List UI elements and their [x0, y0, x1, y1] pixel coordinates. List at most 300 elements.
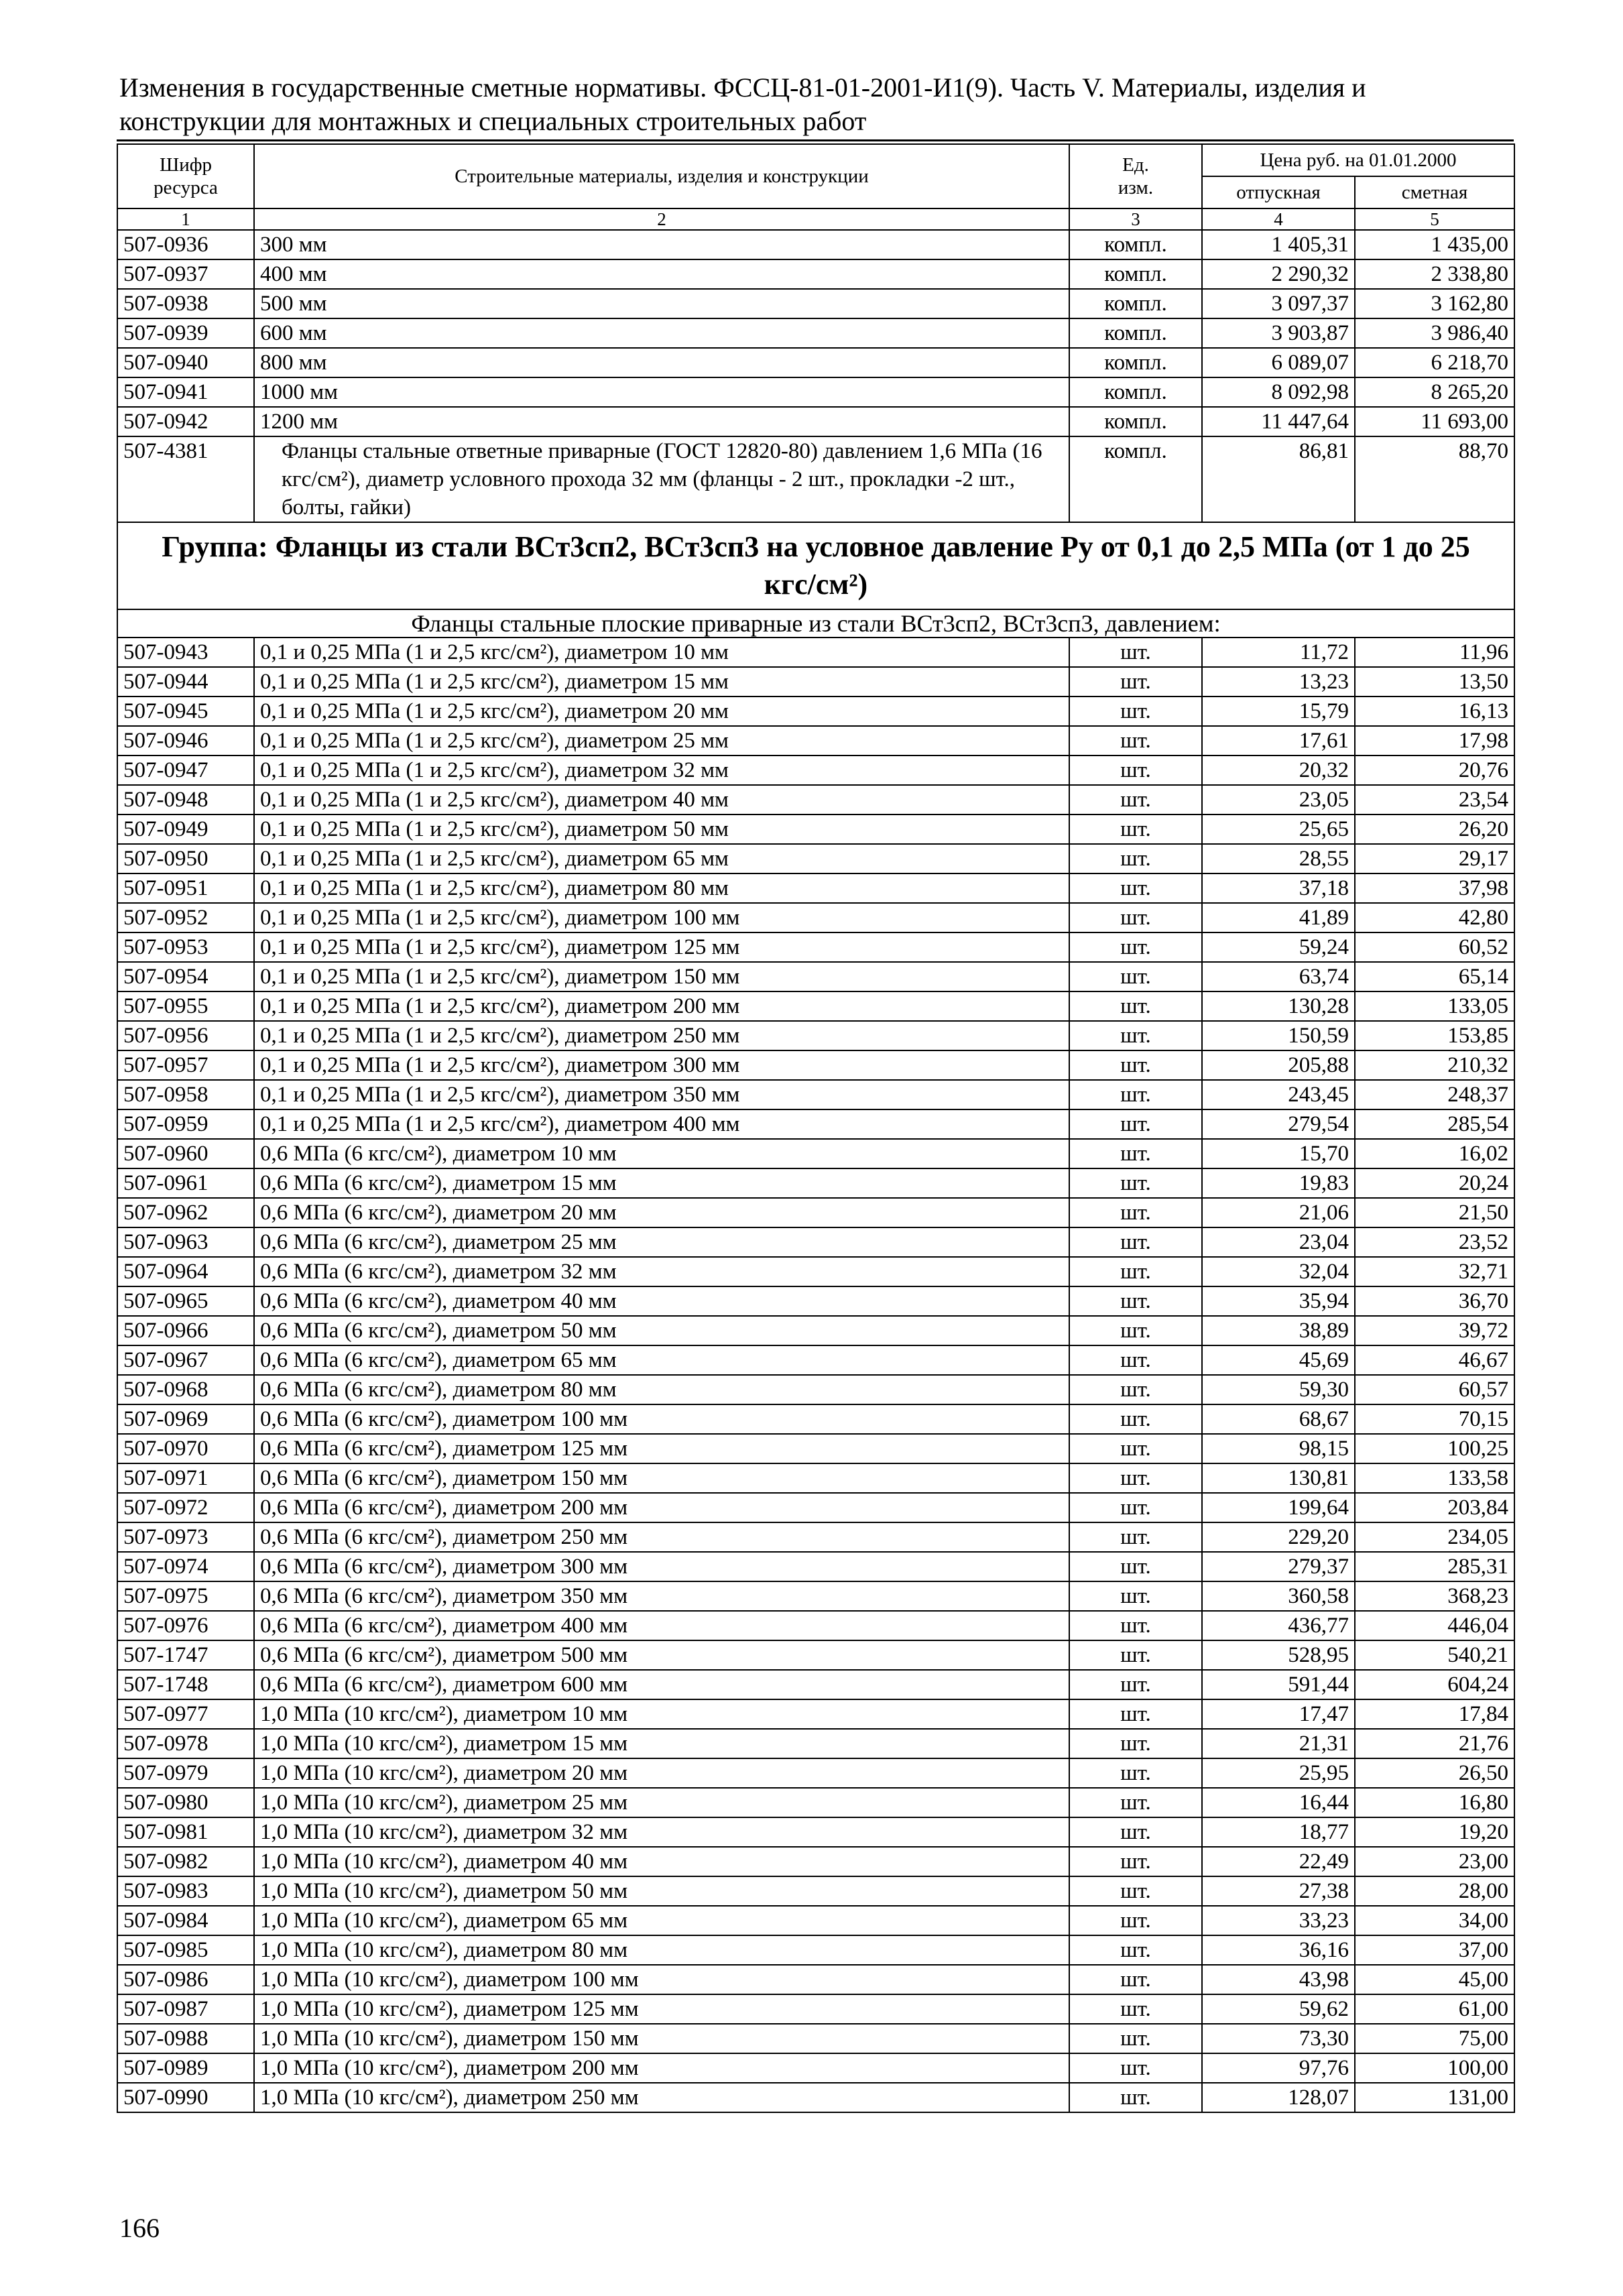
unit-of-measure: компл. [1069, 259, 1202, 289]
estimate-price: 21,76 [1355, 1729, 1514, 1758]
resource-code: 507-0975 [117, 1581, 254, 1611]
unit-of-measure: шт. [1069, 1404, 1202, 1434]
release-price: 205,88 [1202, 1050, 1355, 1080]
resource-code: 507-0974 [117, 1552, 254, 1581]
unit-of-measure: шт. [1069, 1847, 1202, 1876]
resource-code: 507-0957 [117, 1050, 254, 1080]
header-line-1: Изменения в государственные сметные нормативы. ФССЦ-81-01-2001-И1(9). Часть V. Материалы, изделия и [119, 72, 1366, 103]
material-name: 1,0 МПа (10 кгс/см²), диаметром 65 мм [254, 1906, 1069, 1935]
resource-code: 507-0945 [117, 697, 254, 726]
unit-of-measure: компл. [1069, 407, 1202, 436]
release-price: 130,28 [1202, 991, 1355, 1021]
material-name: 1,0 МПа (10 кгс/см²), диаметром 80 мм [254, 1935, 1069, 1965]
unit-of-measure: шт. [1069, 1876, 1202, 1906]
unit-of-measure: шт. [1069, 1493, 1202, 1522]
material-name: 0,1 и 0,25 МПа (1 и 2,5 кгс/см²), диаметром 125 мм [254, 932, 1069, 962]
table-row [117, 2053, 1514, 2083]
table-row [117, 1847, 1514, 1876]
unit-of-measure: шт. [1069, 1434, 1202, 1463]
resource-code: 507-0950 [117, 844, 254, 873]
estimate-price: 604,24 [1355, 1670, 1514, 1699]
material-name: 0,6 МПа (6 кгс/см²), диаметром 80 мм [254, 1375, 1069, 1404]
resource-code: 507-0942 [117, 407, 254, 436]
release-price: 528,95 [1202, 1640, 1355, 1670]
unit-of-measure: шт. [1069, 1316, 1202, 1345]
resource-code: 507-0981 [117, 1817, 254, 1847]
column-number: 3 [1069, 208, 1202, 230]
table-row [117, 1434, 1514, 1463]
material-name: 0,6 МПа (6 кгс/см²), диаметром 150 мм [254, 1463, 1069, 1493]
unit-of-measure: шт. [1069, 1021, 1202, 1050]
material-name: 1000 мм [254, 377, 1069, 407]
resource-code: 507-0972 [117, 1493, 254, 1522]
unit-of-measure: шт. [1069, 1670, 1202, 1699]
material-name: 0,1 и 0,25 МПа (1 и 2,5 кгс/см²), диаметром 250 мм [254, 1021, 1069, 1050]
material-name: 1,0 МПа (10 кгс/см²), диаметром 20 мм [254, 1758, 1069, 1788]
header-code-line1: Шифр [159, 154, 213, 176]
unit-of-measure: шт. [1069, 1906, 1202, 1935]
table-row [117, 638, 1514, 667]
table-row [117, 1640, 1514, 1670]
release-price: 279,54 [1202, 1109, 1355, 1139]
estimate-price: 210,32 [1355, 1050, 1514, 1080]
release-price: 25,65 [1202, 814, 1355, 844]
table-row [117, 377, 1514, 407]
release-price: 436,77 [1202, 1611, 1355, 1640]
release-price: 59,24 [1202, 932, 1355, 962]
release-price: 27,38 [1202, 1876, 1355, 1906]
unit-of-measure: шт. [1069, 1994, 1202, 2024]
release-price: 3 903,87 [1202, 318, 1355, 348]
release-price: 35,94 [1202, 1286, 1355, 1316]
release-price: 21,06 [1202, 1198, 1355, 1227]
unit-of-measure: шт. [1069, 638, 1202, 667]
release-price: 279,37 [1202, 1552, 1355, 1581]
material-name: 0,6 МПа (6 кгс/см²), диаметром 300 мм [254, 1552, 1069, 1581]
table-row [117, 1345, 1514, 1375]
estimate-price: 6 218,70 [1355, 348, 1514, 377]
unit-of-measure: шт. [1069, 1758, 1202, 1788]
resource-code: 507-0976 [117, 1611, 254, 1640]
resource-code: 507-0962 [117, 1198, 254, 1227]
resource-code: 507-0968 [117, 1375, 254, 1404]
resource-code: 507-0938 [117, 289, 254, 318]
estimate-price: 34,00 [1355, 1906, 1514, 1935]
header-price: Цена руб. на 01.01.2000 [1202, 144, 1514, 176]
table-row [117, 348, 1514, 377]
estimate-price: 3 162,80 [1355, 289, 1514, 318]
material-name: 0,1 и 0,25 МПа (1 и 2,5 кгс/см²), диаметром 50 мм [254, 814, 1069, 844]
resource-code: 507-0966 [117, 1316, 254, 1345]
header-name: Строительные материалы, изделия и конструкции [254, 144, 1069, 208]
table-row [117, 1758, 1514, 1788]
unit-of-measure: шт. [1069, 1729, 1202, 1758]
release-price: 15,79 [1202, 697, 1355, 726]
unit-of-measure: шт. [1069, 1965, 1202, 1994]
release-price: 22,49 [1202, 1847, 1355, 1876]
table-row [117, 1876, 1514, 1906]
material-name: 0,1 и 0,25 МПа (1 и 2,5 кгс/см²), диаметром 25 мм [254, 726, 1069, 756]
estimate-price: 203,84 [1355, 1493, 1514, 1522]
resource-code: 507-0959 [117, 1109, 254, 1139]
estimate-price: 100,00 [1355, 2053, 1514, 2083]
material-name: 400 мм [254, 259, 1069, 289]
release-price: 18,77 [1202, 1817, 1355, 1847]
table-row [117, 230, 1514, 259]
unit-of-measure: шт. [1069, 1935, 1202, 1965]
unit-of-measure: шт. [1069, 2024, 1202, 2053]
unit-of-measure: шт. [1069, 1080, 1202, 1109]
estimate-price: 32,71 [1355, 1257, 1514, 1286]
material-name: 0,6 МПа (6 кгс/см²), диаметром 100 мм [254, 1404, 1069, 1434]
estimate-price: 65,14 [1355, 962, 1514, 991]
unit-of-measure: шт. [1069, 1050, 1202, 1080]
resource-code: 507-0956 [117, 1021, 254, 1050]
unit-of-measure: шт. [1069, 1788, 1202, 1817]
estimate-price: 131,00 [1355, 2083, 1514, 2112]
unit-of-measure: компл. [1069, 230, 1202, 259]
resource-code: 507-0937 [117, 259, 254, 289]
release-price: 86,81 [1202, 436, 1355, 522]
estimate-price: 17,98 [1355, 726, 1514, 756]
group-row [117, 522, 1514, 609]
estimate-price: 23,52 [1355, 1227, 1514, 1257]
estimate-price: 8 265,20 [1355, 377, 1514, 407]
release-price: 63,74 [1202, 962, 1355, 991]
resource-code: 507-0952 [117, 903, 254, 932]
release-price: 2 290,32 [1202, 259, 1355, 289]
unit-of-measure: шт. [1069, 1198, 1202, 1227]
resource-code: 507-0987 [117, 1994, 254, 2024]
material-name: 0,1 и 0,25 МПа (1 и 2,5 кгс/см²), диаметром 20 мм [254, 697, 1069, 726]
estimate-price: 133,05 [1355, 991, 1514, 1021]
estimate-price: 16,80 [1355, 1788, 1514, 1817]
table-row [117, 289, 1514, 318]
estimate-price: 23,00 [1355, 1847, 1514, 1876]
table-row [117, 2083, 1514, 2112]
release-price: 11,72 [1202, 638, 1355, 667]
unit-of-measure: шт. [1069, 1611, 1202, 1640]
release-price: 98,15 [1202, 1434, 1355, 1463]
estimate-price: 75,00 [1355, 2024, 1514, 2053]
header-code [117, 144, 254, 208]
material-name: 0,1 и 0,25 МПа (1 и 2,5 кгс/см²), диаметром 15 мм [254, 667, 1069, 697]
header-divider [117, 139, 1514, 141]
material-name: 0,6 МПа (6 кгс/см²), диаметром 125 мм [254, 1434, 1069, 1463]
estimate-price: 88,70 [1355, 436, 1514, 522]
header-estimate-price: сметная [1355, 176, 1514, 208]
material-name: 0,6 МПа (6 кгс/см²), диаметром 350 мм [254, 1581, 1069, 1611]
release-price: 17,47 [1202, 1699, 1355, 1729]
material-name: 1,0 МПа (10 кгс/см²), диаметром 15 мм [254, 1729, 1069, 1758]
resource-code: 507-0982 [117, 1847, 254, 1876]
unit-of-measure: шт. [1069, 1139, 1202, 1168]
table-row [117, 1906, 1514, 1935]
material-name: 0,6 МПа (6 кгс/см²), диаметром 200 мм [254, 1493, 1069, 1522]
material-name: 0,6 МПа (6 кгс/см²), диаметром 20 мм [254, 1198, 1069, 1227]
material-name: 800 мм [254, 348, 1069, 377]
table-row [117, 844, 1514, 873]
estimate-price: 36,70 [1355, 1286, 1514, 1316]
material-name: 1,0 МПа (10 кгс/см²), диаметром 150 мм [254, 2024, 1069, 2053]
unit-of-measure: шт. [1069, 1345, 1202, 1375]
unit-of-measure: шт. [1069, 1109, 1202, 1139]
estimate-price: 37,98 [1355, 873, 1514, 903]
material-name: 0,1 и 0,25 МПа (1 и 2,5 кгс/см²), диаметром 300 мм [254, 1050, 1069, 1080]
page-number: 166 [119, 2213, 160, 2243]
estimate-price: 39,72 [1355, 1316, 1514, 1345]
estimate-price: 1 435,00 [1355, 230, 1514, 259]
column-number-row [117, 208, 1514, 230]
table-row [117, 756, 1514, 785]
table-row [117, 1316, 1514, 1345]
release-price: 150,59 [1202, 1021, 1355, 1050]
release-price: 360,58 [1202, 1581, 1355, 1611]
table-row [117, 1257, 1514, 1286]
table-row [117, 1404, 1514, 1434]
unit-of-measure: компл. [1069, 348, 1202, 377]
resource-code: 507-0955 [117, 991, 254, 1021]
material-name: 1,0 МПа (10 кгс/см²), диаметром 32 мм [254, 1817, 1069, 1847]
estimate-price: 70,15 [1355, 1404, 1514, 1434]
release-price: 45,69 [1202, 1345, 1355, 1375]
table-row [117, 697, 1514, 726]
release-price: 19,83 [1202, 1168, 1355, 1198]
material-name: 500 мм [254, 289, 1069, 318]
table-row [117, 407, 1514, 436]
table-row [117, 903, 1514, 932]
subgroup-title: Фланцы стальные плоские приварные из стали ВСт3сп2, ВСт3сп3, давлением: [117, 609, 1514, 638]
estimate-price: 3 986,40 [1355, 318, 1514, 348]
estimate-price: 61,00 [1355, 1994, 1514, 2024]
estimate-price: 234,05 [1355, 1522, 1514, 1552]
estimate-price: 26,50 [1355, 1758, 1514, 1788]
unit-of-measure: шт. [1069, 726, 1202, 756]
table-row [117, 1080, 1514, 1109]
unit-of-measure: шт. [1069, 1699, 1202, 1729]
page-header [119, 71, 1514, 138]
unit-of-measure: компл. [1069, 436, 1202, 522]
release-price: 591,44 [1202, 1670, 1355, 1699]
table-row [117, 436, 1514, 522]
estimate-price: 28,00 [1355, 1876, 1514, 1906]
table-row [117, 1611, 1514, 1640]
material-name: 1,0 МПа (10 кгс/см²), диаметром 100 мм [254, 1965, 1069, 1994]
estimate-price: 60,57 [1355, 1375, 1514, 1404]
table-row [117, 1168, 1514, 1198]
unit-of-measure: шт. [1069, 1227, 1202, 1257]
table-row [117, 1021, 1514, 1050]
column-number: 4 [1202, 208, 1355, 230]
unit-of-measure: шт. [1069, 1552, 1202, 1581]
estimate-price: 368,23 [1355, 1581, 1514, 1611]
release-price: 243,45 [1202, 1080, 1355, 1109]
unit-of-measure: шт. [1069, 785, 1202, 814]
estimate-price: 60,52 [1355, 932, 1514, 962]
column-number: 1 [117, 208, 254, 230]
table-row [117, 1670, 1514, 1699]
resource-code: 507-0973 [117, 1522, 254, 1552]
estimate-price: 16,02 [1355, 1139, 1514, 1168]
table-row [117, 1699, 1514, 1729]
table-row [117, 1729, 1514, 1758]
resource-code: 507-0949 [117, 814, 254, 844]
release-price: 41,89 [1202, 903, 1355, 932]
unit-of-measure: шт. [1069, 756, 1202, 785]
release-price: 59,30 [1202, 1375, 1355, 1404]
material-name: 0,6 МПа (6 кгс/см²), диаметром 15 мм [254, 1168, 1069, 1198]
release-price: 6 089,07 [1202, 348, 1355, 377]
table-row [117, 1522, 1514, 1552]
estimate-price: 285,31 [1355, 1552, 1514, 1581]
release-price: 8 092,98 [1202, 377, 1355, 407]
unit-of-measure: компл. [1069, 318, 1202, 348]
resource-code: 507-0946 [117, 726, 254, 756]
release-price: 11 447,64 [1202, 407, 1355, 436]
material-name: 0,6 МПа (6 кгс/см²), диаметром 65 мм [254, 1345, 1069, 1375]
unit-of-measure: шт. [1069, 903, 1202, 932]
resource-code: 507-0980 [117, 1788, 254, 1817]
release-price: 13,23 [1202, 667, 1355, 697]
resource-code: 507-0964 [117, 1257, 254, 1286]
header-code-line2: ресурса [154, 177, 218, 198]
resource-code: 507-0951 [117, 873, 254, 903]
table-row [117, 667, 1514, 697]
estimate-price: 2 338,80 [1355, 259, 1514, 289]
unit-of-measure: шт. [1069, 2083, 1202, 2112]
material-name: 0,6 МПа (6 кгс/см²), диаметром 10 мм [254, 1139, 1069, 1168]
unit-of-measure: компл. [1069, 289, 1202, 318]
material-name: 0,1 и 0,25 МПа (1 и 2,5 кгс/см²), диаметром 100 мм [254, 903, 1069, 932]
unit-of-measure: шт. [1069, 1463, 1202, 1493]
material-name: 0,6 МПа (6 кгс/см²), диаметром 250 мм [254, 1522, 1069, 1552]
release-price: 3 097,37 [1202, 289, 1355, 318]
material-name: 0,1 и 0,25 МПа (1 и 2,5 кгс/см²), диаметром 400 мм [254, 1109, 1069, 1139]
table-row [117, 1198, 1514, 1227]
table-row [117, 1817, 1514, 1847]
column-number: 2 [254, 208, 1069, 230]
unit-of-measure: шт. [1069, 1375, 1202, 1404]
material-name: 1,0 МПа (10 кгс/см²), диаметром 250 мм [254, 2083, 1069, 2112]
material-name: 0,1 и 0,25 МПа (1 и 2,5 кгс/см²), диаметром 40 мм [254, 785, 1069, 814]
table-row [117, 1552, 1514, 1581]
table-row [117, 785, 1514, 814]
material-name: 300 мм [254, 230, 1069, 259]
resource-code: 507-0985 [117, 1935, 254, 1965]
unit-of-measure: шт. [1069, 873, 1202, 903]
table-row [117, 1375, 1514, 1404]
release-price: 28,55 [1202, 844, 1355, 873]
table-row [117, 814, 1514, 844]
resource-code: 507-0965 [117, 1286, 254, 1316]
material-name: 0,6 МПа (6 кгс/см²), диаметром 50 мм [254, 1316, 1069, 1345]
resource-code: 507-0983 [117, 1876, 254, 1906]
resource-code: 507-0977 [117, 1699, 254, 1729]
estimate-price: 21,50 [1355, 1198, 1514, 1227]
price-table-body [117, 144, 1514, 2112]
estimate-price: 19,20 [1355, 1817, 1514, 1847]
table-row [117, 991, 1514, 1021]
estimate-price: 26,20 [1355, 814, 1514, 844]
material-name: 1,0 МПа (10 кгс/см²), диаметром 10 мм [254, 1699, 1069, 1729]
estimate-price: 20,24 [1355, 1168, 1514, 1198]
release-price: 38,89 [1202, 1316, 1355, 1345]
estimate-price: 285,54 [1355, 1109, 1514, 1139]
table-row [117, 726, 1514, 756]
release-price: 199,64 [1202, 1493, 1355, 1522]
column-number: 5 [1355, 208, 1514, 230]
resource-code: 507-0958 [117, 1080, 254, 1109]
table-row [117, 1965, 1514, 1994]
table-row [117, 1935, 1514, 1965]
release-price: 1 405,31 [1202, 230, 1355, 259]
resource-code: 507-0941 [117, 377, 254, 407]
table-row [117, 1788, 1514, 1817]
resource-code: 507-0963 [117, 1227, 254, 1257]
table-header-row [117, 144, 1514, 176]
material-name: 1,0 МПа (10 кгс/см²), диаметром 50 мм [254, 1876, 1069, 1906]
release-price: 15,70 [1202, 1139, 1355, 1168]
unit-of-measure: шт. [1069, 1522, 1202, 1552]
material-name: 1200 мм [254, 407, 1069, 436]
resource-code: 507-0940 [117, 348, 254, 377]
group-title: Группа: Фланцы из стали ВСт3сп2, ВСт3сп3 на условное давление Ру от 0,1 до 2,5 МПа (от 1 до 25 кгс/см²) [117, 522, 1514, 609]
header-line-2: конструкции для монтажных и специальных строительных работ [119, 106, 867, 136]
material-name: Фланцы стальные ответные приварные (ГОСТ 12820-80) давлением 1,6 МПа (16 кгс/см²), диаметр условного прохода 32 мм (фланцы - 2 шт., прокладки -2 шт., болты, гайки) [254, 436, 1069, 522]
release-price: 130,81 [1202, 1463, 1355, 1493]
release-price: 43,98 [1202, 1965, 1355, 1994]
header-unit-line1: Ед. [1122, 154, 1149, 176]
resource-code: 507-0986 [117, 1965, 254, 1994]
unit-of-measure: компл. [1069, 377, 1202, 407]
resource-code: 507-0936 [117, 230, 254, 259]
release-price: 17,61 [1202, 726, 1355, 756]
material-name: 0,6 МПа (6 кгс/см²), диаметром 32 мм [254, 1257, 1069, 1286]
release-price: 68,67 [1202, 1404, 1355, 1434]
resource-code: 507-0988 [117, 2024, 254, 2053]
release-price: 36,16 [1202, 1935, 1355, 1965]
release-price: 32,04 [1202, 1257, 1355, 1286]
table-row [117, 318, 1514, 348]
table-row [117, 932, 1514, 962]
resource-code: 507-0970 [117, 1434, 254, 1463]
unit-of-measure: шт. [1069, 844, 1202, 873]
material-name: 0,6 МПа (6 кгс/см²), диаметром 500 мм [254, 1640, 1069, 1670]
table-row [117, 1227, 1514, 1257]
resource-code: 507-0961 [117, 1168, 254, 1198]
resource-code: 507-0978 [117, 1729, 254, 1758]
release-price: 73,30 [1202, 2024, 1355, 2053]
unit-of-measure: шт. [1069, 1581, 1202, 1611]
resource-code: 507-0989 [117, 2053, 254, 2083]
material-name: 0,6 МПа (6 кгс/см²), диаметром 25 мм [254, 1227, 1069, 1257]
estimate-price: 42,80 [1355, 903, 1514, 932]
estimate-price: 446,04 [1355, 1611, 1514, 1640]
estimate-price: 29,17 [1355, 844, 1514, 873]
unit-of-measure: шт. [1069, 1168, 1202, 1198]
material-name: 0,6 МПа (6 кгс/см²), диаметром 40 мм [254, 1286, 1069, 1316]
release-price: 229,20 [1202, 1522, 1355, 1552]
unit-of-measure: шт. [1069, 1640, 1202, 1670]
estimate-price: 20,76 [1355, 756, 1514, 785]
material-name: 0,6 МПа (6 кгс/см²), диаметром 600 мм [254, 1670, 1069, 1699]
material-name: 0,1 и 0,25 МПа (1 и 2,5 кгс/см²), диаметром 200 мм [254, 991, 1069, 1021]
resource-code: 507-1748 [117, 1670, 254, 1699]
resource-code: 507-1747 [117, 1640, 254, 1670]
unit-of-measure: шт. [1069, 962, 1202, 991]
table-row [117, 1463, 1514, 1493]
estimate-price: 153,85 [1355, 1021, 1514, 1050]
